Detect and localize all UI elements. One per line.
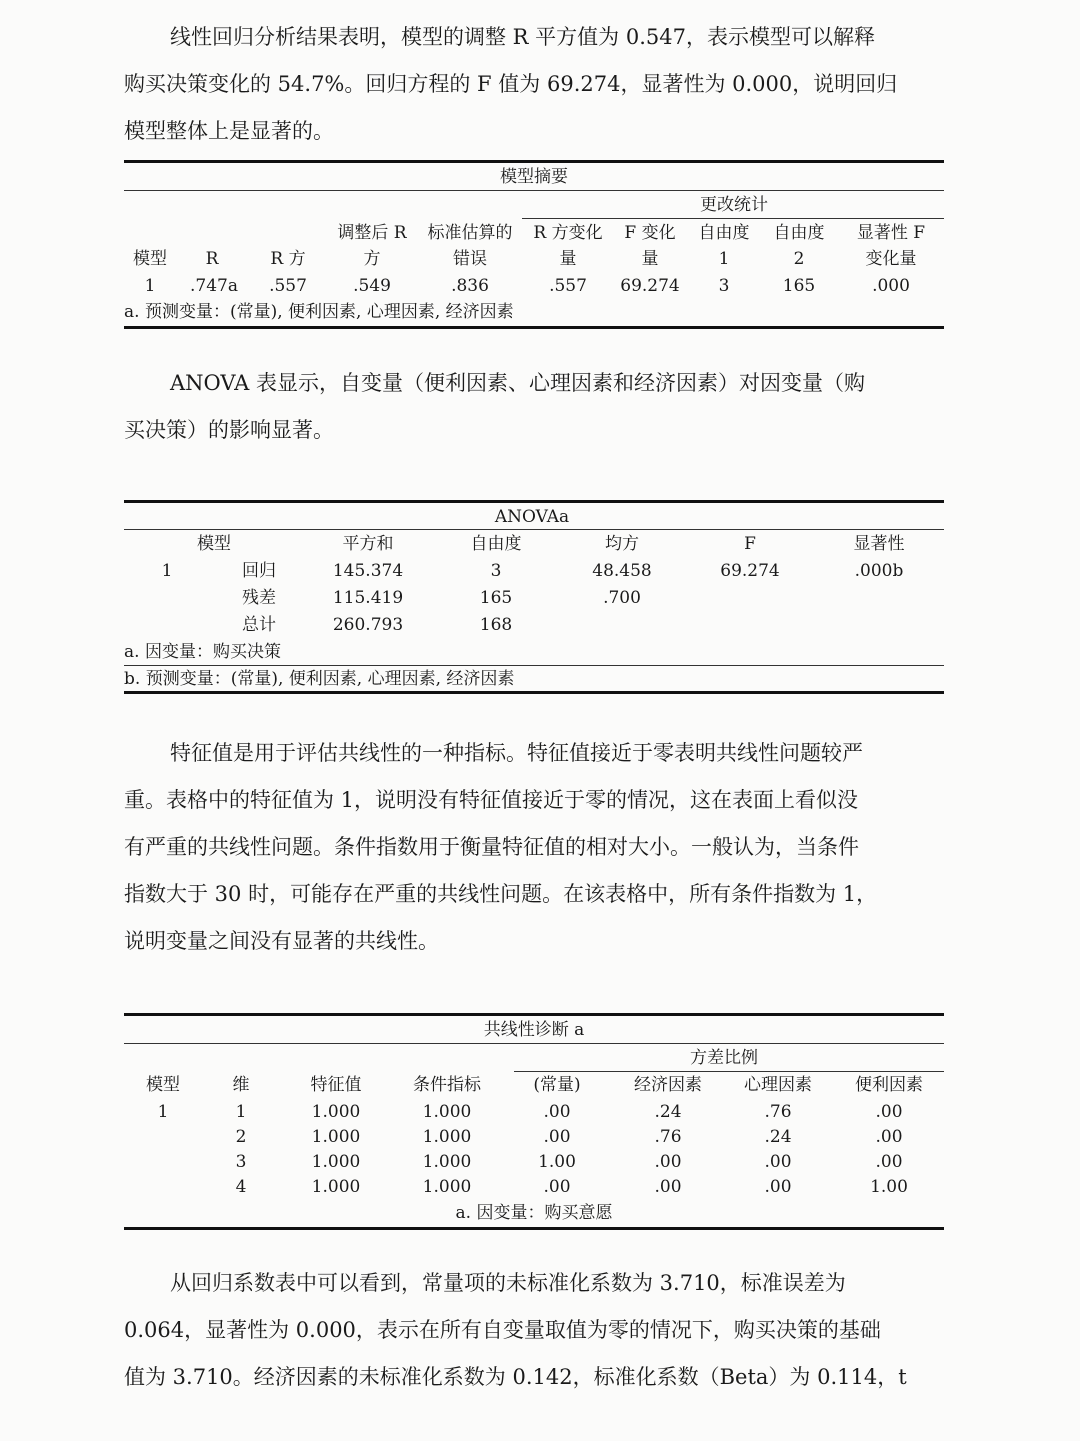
group-rule [522, 218, 944, 219]
col-header-df2: 自由度 2 [773, 223, 825, 269]
table-footnote: b. 预测变量：(常量), 便利因素, 心理因素, 经济因素 [124, 669, 515, 689]
cell-constant: .00 [543, 1127, 571, 1147]
cell-convenience: 1.00 [870, 1177, 908, 1197]
cell-model-number: 1 [161, 561, 173, 581]
text-line: 0.064，显著性为 0.000，表示在所有自变量取值为零的情况下，购买决策的基础 [124, 1318, 881, 1342]
col-header-model: 模型 [146, 1075, 180, 1095]
cell-dimension: 4 [235, 1177, 247, 1197]
cell-eigenvalue: 1.000 [311, 1177, 361, 1197]
group-header: 方差比例 [690, 1048, 758, 1068]
col-header-adj-r-square: 调整后 R 方 [337, 223, 407, 269]
col-header-f: F [744, 534, 756, 554]
row-label: 残差 [242, 588, 276, 608]
cell-economic: .76 [654, 1127, 682, 1147]
col-header-economic: 经济因素 [634, 1075, 702, 1095]
table-rule [124, 1043, 944, 1044]
cell-psychological: .00 [764, 1152, 792, 1172]
cell-dimension: 3 [235, 1152, 247, 1172]
paragraph-regression-summary [124, 14, 944, 155]
cell-condition-index: 1.000 [422, 1102, 472, 1122]
cell-df2: 165 [782, 276, 816, 296]
col-header-r-square-change: R 方变化 量 [533, 223, 603, 269]
cell-psychological: .76 [764, 1102, 792, 1122]
cell-psychological: .24 [764, 1127, 792, 1147]
text-line: 从回归系数表中可以看到，常量项的未标准化系数为 3.710，标准误差为 [170, 1271, 846, 1295]
col-header-psychological: 心理因素 [744, 1075, 812, 1095]
table-bottom-rule [124, 691, 944, 694]
text-line: 线性回归分析结果表明，模型的调整 R 平方值为 0.547，表示模型可以解释 [170, 25, 875, 49]
cell-condition-index: 1.000 [422, 1127, 472, 1147]
col-header-sig-f-change: 显著性 F 变化量 [856, 223, 926, 269]
paragraph-anova-intro [124, 360, 944, 454]
text-line: 买决策）的影响显著。 [124, 418, 334, 442]
text-line: 重。表格中的特征值为 1，说明没有特征值接近于零的情况，这在表面上看似没 [124, 788, 859, 812]
table-title: 共线性诊断 a [483, 1020, 585, 1040]
cell-economic: .00 [654, 1177, 682, 1197]
cell-f: 69.274 [720, 561, 780, 581]
cell-adj-r-square: .549 [353, 276, 391, 296]
group-header: 更改统计 [700, 195, 768, 215]
text-line: 有严重的共线性问题。条件指数用于衡量特征值的相对大小。一般认为，当条件 [124, 835, 859, 859]
cell-model: 1 [144, 276, 156, 296]
cell-dimension: 2 [235, 1127, 247, 1147]
col-header-mean-square: 均方 [605, 534, 639, 554]
cell-economic: .24 [654, 1102, 682, 1122]
row-label: 总计 [242, 615, 276, 635]
text-line: 指数大于 30 时，可能存在严重的共线性问题。在该表格中，所有条件指数为 1， [124, 882, 878, 906]
cell-constant: 1.00 [538, 1152, 576, 1172]
col-header-convenience: 便利因素 [855, 1075, 923, 1095]
paragraph-collinearity-explanation [124, 730, 944, 965]
table-footnote: a. 预测变量：(常量), 便利因素, 心理因素, 经济因素 [124, 302, 514, 322]
col-header-model: 模型 [133, 249, 167, 269]
cell-psychological: .00 [764, 1177, 792, 1197]
col-header-sum-of-squares: 平方和 [342, 534, 394, 554]
col-header-df: 自由度 [470, 534, 522, 554]
col-header-condition-index: 条件指标 [413, 1075, 481, 1095]
cell-convenience: .00 [875, 1152, 903, 1172]
text-line: ANOVA 表显示，自变量（便利因素、心理因素和经济因素）对因变量（购 [170, 371, 865, 395]
cell-sig-f-change: .000 [872, 276, 910, 296]
text-line: 特征值是用于评估共线性的一种指标。特征值接近于零表明共线性问题较严 [170, 741, 863, 765]
table-top-rule [124, 160, 944, 163]
col-header-df1: 自由度 1 [698, 223, 750, 269]
col-header-r-square: R 方 [270, 249, 306, 269]
cell-constant: .00 [543, 1102, 571, 1122]
col-header-std-error: 标准估算的 错误 [427, 223, 513, 269]
cell-df: 168 [479, 615, 513, 635]
cell-eigenvalue: 1.000 [311, 1102, 361, 1122]
cell-constant: .00 [543, 1177, 571, 1197]
cell-f-change: 69.274 [620, 276, 680, 296]
cell-df1: 3 [718, 276, 730, 296]
model-summary-table [124, 160, 944, 332]
cell-std-error: .836 [451, 276, 489, 296]
cell-convenience: .00 [875, 1127, 903, 1147]
cell-sum-of-squares: 115.419 [332, 588, 404, 608]
cell-r-square: .557 [269, 276, 307, 296]
cell-condition-index: 1.000 [422, 1152, 472, 1172]
text-line: 说明变量之间没有显著的共线性。 [124, 929, 439, 953]
cell-eigenvalue: 1.000 [311, 1127, 361, 1147]
row-label: 回归 [242, 561, 276, 581]
col-header-model: 模型 [197, 534, 231, 554]
table-title: 模型摘要 [500, 167, 568, 187]
table-top-rule [124, 500, 944, 503]
text-line: 购买决策变化的 54.7%。回归方程的 F 值为 69.274，显著性为 0.000，说明回归 [124, 72, 898, 96]
cell-df: 3 [490, 561, 502, 581]
cell-dimension: 1 [235, 1102, 247, 1122]
cell-sig: .000b [854, 561, 904, 581]
paragraph-coefficients [124, 1260, 944, 1401]
anova-table [124, 500, 944, 696]
cell-eigenvalue: 1.000 [311, 1152, 361, 1172]
cell-condition-index: 1.000 [422, 1177, 472, 1197]
col-header-eigenvalue: 特征值 [310, 1075, 362, 1095]
text-line: 值为 3.710。经济因素的未标准化系数为 0.142，标准化系数（Beta）为 0.114，t [124, 1365, 907, 1389]
col-header-constant: (常量) [533, 1075, 581, 1095]
col-header-dimension: 维 [232, 1075, 250, 1095]
cell-mean-square: .700 [603, 588, 641, 608]
table-footnote: a. 因变量：购买意愿 [455, 1203, 613, 1223]
collinearity-table [124, 1013, 944, 1231]
cell-economic: .00 [654, 1152, 682, 1172]
table-footnote: a. 因变量：购买决策 [124, 642, 281, 662]
cell-sum-of-squares: 145.374 [332, 561, 404, 581]
cell-r: .747a [190, 276, 238, 296]
text-line: 模型整体上是显著的。 [124, 119, 334, 143]
cell-r-square-change: .557 [549, 276, 587, 296]
table-top-rule [124, 1013, 944, 1016]
col-header-sig: 显著性 [853, 534, 905, 554]
cell-model-number: 1 [157, 1102, 169, 1122]
col-header-f-change: F 变化 量 [624, 223, 676, 269]
table-bottom-rule [124, 1227, 944, 1230]
table-bottom-rule [124, 326, 944, 329]
table-rule [124, 190, 944, 191]
cell-df: 165 [479, 588, 513, 608]
col-header-r: R [205, 249, 219, 269]
table-rule [124, 529, 944, 530]
table-title: ANOVAa [494, 507, 570, 527]
cell-sum-of-squares: 260.793 [332, 615, 404, 635]
cell-mean-square: 48.458 [592, 561, 652, 581]
cell-convenience: .00 [875, 1102, 903, 1122]
